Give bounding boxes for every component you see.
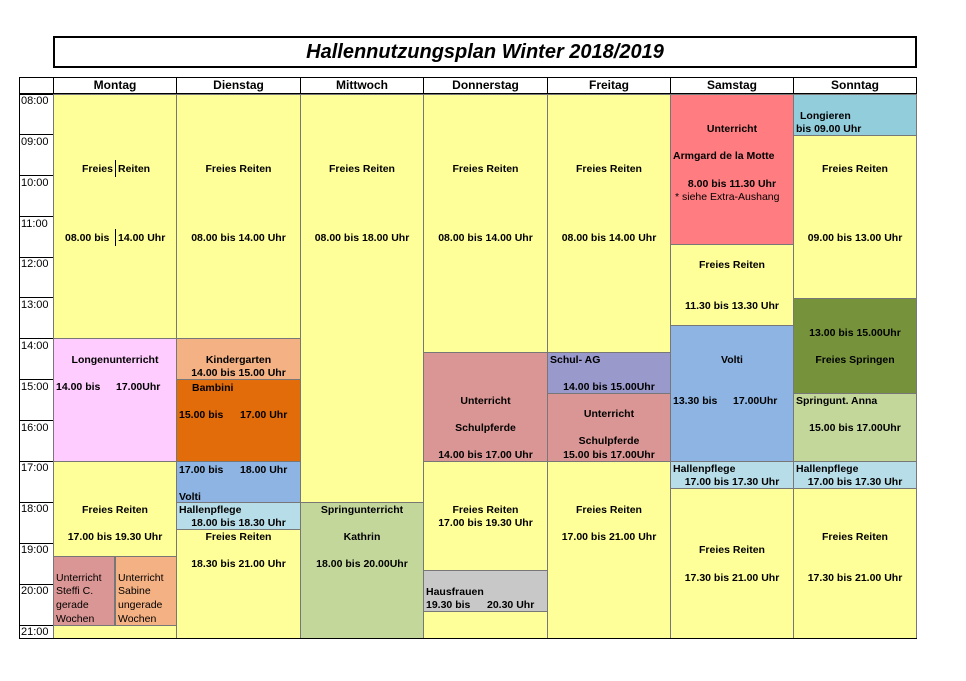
block-label: 17.30 bis 21.00 Uhr [684, 572, 780, 584]
day-header-donnerstag: Donnerstag [423, 77, 548, 94]
block-label: Longieren [800, 110, 851, 122]
block-label: Wochen [118, 613, 157, 625]
block-label: 08.00 bis 14.00 Uhr [438, 232, 533, 244]
block-label: 17.30 bis 21.00 Uhr [807, 572, 903, 584]
block-label: Sabine [118, 585, 151, 597]
block-sa-unterricht-armgard [670, 94, 794, 245]
block-label: Volti [179, 491, 201, 503]
block-label: Steffi C. [56, 585, 94, 597]
block-label: 17.00 bis [179, 464, 224, 476]
block-so-springunterricht-anna [793, 393, 917, 462]
block-label: 17.00Uhr [733, 395, 778, 407]
block-label: 17.00 bis 17.30 Uhr [684, 476, 780, 488]
block-label: Unterricht [460, 395, 511, 407]
block-label: 17.00 bis 19.30 Uhr [67, 531, 163, 543]
block-label: 11.30 bis 13.30 Uhr [685, 300, 779, 312]
block-fr-schul-ag [547, 352, 671, 394]
block-label: Unterricht [583, 408, 635, 420]
block-label: 18.00 Uhr [240, 464, 288, 476]
block-label: Kindergarten [205, 354, 272, 366]
block-di-bambini [176, 379, 301, 462]
time-label: 17:00 [21, 462, 49, 474]
block-label: Freies Reiten [576, 163, 642, 175]
block-di-volti [176, 461, 301, 503]
time-label: 13:00 [21, 299, 49, 311]
block-fr-freies-reiten-abend [547, 461, 671, 639]
block-label: 17.00 bis 19.30 Uhr [438, 517, 533, 529]
block-label: Freies Reiten [699, 259, 765, 271]
time-label: 12:00 [21, 258, 49, 270]
block-label: bis 09.00 Uhr [796, 123, 862, 135]
block-so-longieren [793, 94, 917, 136]
time-line [19, 216, 53, 217]
block-fr-unterricht-schulpferde [547, 393, 671, 462]
time-label: 09:00 [21, 136, 49, 148]
block-mo-freies-reiten [53, 94, 177, 339]
block-label: 08.00 bis 14.00 Uhr [561, 232, 657, 244]
block-label: Unterricht [56, 572, 102, 584]
block-label: Schul- AG [550, 354, 601, 366]
block-label: Freies Reiten [329, 163, 395, 175]
corner-cell [19, 77, 54, 94]
block-mo-longenunterricht [53, 338, 177, 462]
block-label: 08.00 bis 14.00 Uhr [191, 232, 286, 244]
block-sa-freies-reiten-abend [670, 488, 794, 639]
block-label: 17.00Uhr [116, 381, 161, 393]
day-header-mittwoch: Mittwoch [300, 77, 424, 94]
time-label: 18:00 [21, 503, 49, 515]
time-line [19, 175, 53, 176]
block-label: * siehe Extra-Aushang [675, 191, 780, 203]
block-di-kindergarten [176, 338, 301, 380]
block-label: 08.00 bis [65, 232, 110, 244]
block-label: Volti [721, 354, 743, 366]
time-label: 15:00 [21, 381, 49, 393]
block-label: Bambini [192, 382, 234, 394]
block-label: 14.00 bis 17.00 Uhr [438, 449, 533, 461]
block-so-freies-springen [793, 298, 917, 394]
time-line [19, 420, 53, 421]
block-label: Hallenpflege [796, 463, 859, 475]
block-sa-volti [670, 325, 794, 462]
block-label: Unterricht [118, 572, 164, 584]
block-so-freies-reiten-abend [793, 488, 917, 639]
block-label: 17.00 Uhr [240, 409, 288, 421]
mo-split-line [115, 229, 116, 246]
day-header-dienstag: Dienstag [176, 77, 301, 94]
block-mo-unterricht-sabine [115, 556, 177, 626]
time-line [19, 338, 53, 339]
block-label: Freies Reiten [82, 504, 148, 516]
time-label: 08:00 [21, 95, 49, 107]
block-label: 13.00 bis 15.00Uhr [809, 327, 901, 339]
schedule-title: Hallennutzungsplan Winter 2018/2019 [53, 36, 917, 68]
block-do-unterricht-schulpferde [423, 352, 548, 462]
block-so-hallenpflege [793, 461, 917, 489]
block-sa-hallenpflege [670, 461, 794, 489]
block-label: 14.00 Uhr [118, 232, 166, 244]
block-so-freies-reiten [793, 135, 917, 299]
block-label: 17.00 bis 17.30 Uhr [807, 476, 903, 488]
day-header-freitag: Freitag [547, 77, 671, 94]
block-label: Freies Reiten [452, 163, 519, 175]
block-label: 13.30 bis [673, 395, 718, 407]
block-label: Freies Springen [815, 354, 895, 366]
block-label: Schulpferde [455, 422, 516, 434]
grid-bottom-line [19, 638, 917, 639]
block-label: Longenunterricht [71, 354, 159, 366]
block-label: 09.00 bis 13.00 Uhr [807, 232, 903, 244]
time-label: 14:00 [21, 340, 49, 352]
block-fr-freies-reiten [547, 94, 671, 353]
time-label: 21:00 [21, 626, 49, 638]
block-do-empty-end [423, 611, 548, 639]
block-label: 08.00 bis 18.00 Uhr [314, 232, 410, 244]
block-label: Freies [82, 163, 113, 175]
mo-split-line [115, 160, 116, 177]
time-label: 20:00 [21, 585, 49, 597]
day-header-samstag: Samstag [670, 77, 794, 94]
block-label: Wochen [56, 613, 95, 625]
block-mi-freies-reiten [300, 94, 424, 503]
time-line [19, 134, 53, 135]
block-label: 18.00 bis 18.30 Uhr [191, 517, 286, 529]
day-header-montag: Montag [53, 77, 177, 94]
time-label: 11:00 [21, 218, 48, 230]
block-di-hallenpflege [176, 502, 301, 530]
block-label: 15.00 bis 17.00Uhr [563, 449, 655, 461]
block-label: Hausfrauen [426, 586, 484, 598]
block-label: 17.00 bis 21.00 Uhr [561, 531, 657, 543]
block-label: 14.00 bis [56, 381, 101, 393]
block-label: Springunterricht [320, 504, 404, 516]
block-mo-empty-end [53, 625, 177, 639]
block-label: 14.00 bis 15.00 Uhr [191, 367, 286, 379]
block-label: ungerade [118, 599, 163, 611]
block-label: 14.00 bis 15.00Uhr [563, 381, 655, 393]
time-label: 19:00 [21, 544, 49, 556]
block-label: Schulpferde [578, 435, 640, 447]
day-header-sonntag: Sonntag [793, 77, 917, 94]
block-sa-freies-reiten [670, 244, 794, 326]
block-label: gerade [56, 599, 89, 611]
block-label: 18.00 bis 20.00Uhr [316, 558, 408, 570]
block-label: Freies Reiten [822, 163, 888, 175]
block-label: Reiten [118, 163, 151, 175]
block-label: 8.00 bis 11.30 Uhr [687, 178, 777, 190]
block-label: 15.00 bis [179, 409, 224, 421]
block-label: Armgard de la Motte [673, 150, 775, 162]
block-label: Freies Reiten [699, 544, 765, 556]
time-line [19, 379, 53, 380]
block-label: 15.00 bis 17.00Uhr [809, 422, 901, 434]
block-label: Freies Reiten [205, 163, 272, 175]
block-do-hausfrauen [423, 570, 548, 612]
time-label: 16:00 [21, 422, 49, 434]
block-label: Freies Reiten [452, 504, 519, 516]
block-di-freies-reiten [176, 94, 301, 339]
block-label: Freies Reiten [576, 504, 642, 516]
block-mo-freies-reiten-abend [53, 461, 177, 557]
block-mi-springunterricht [300, 502, 424, 639]
block-mo-unterricht-steffi [53, 556, 115, 626]
time-line [19, 297, 53, 298]
block-di-freies-reiten-abend [176, 529, 301, 639]
block-label: 18.30 bis 21.00 Uhr [191, 558, 286, 570]
block-do-freies-reiten [423, 94, 548, 353]
block-label: Hallenpflege [179, 504, 242, 516]
block-label: Freies Reiten [822, 531, 888, 543]
block-label: Hallenpflege [673, 463, 736, 475]
block-do-freies-reiten-abend [423, 461, 548, 571]
block-label: Kathrin [343, 531, 381, 543]
block-label: 20.30 Uhr [487, 599, 535, 611]
block-label: 19.30 bis [426, 599, 471, 611]
time-label: 10:00 [21, 177, 49, 189]
block-label: Unterricht [706, 123, 758, 135]
block-label: Freies Reiten [205, 531, 272, 543]
block-label: Springunt. Anna [796, 395, 878, 407]
